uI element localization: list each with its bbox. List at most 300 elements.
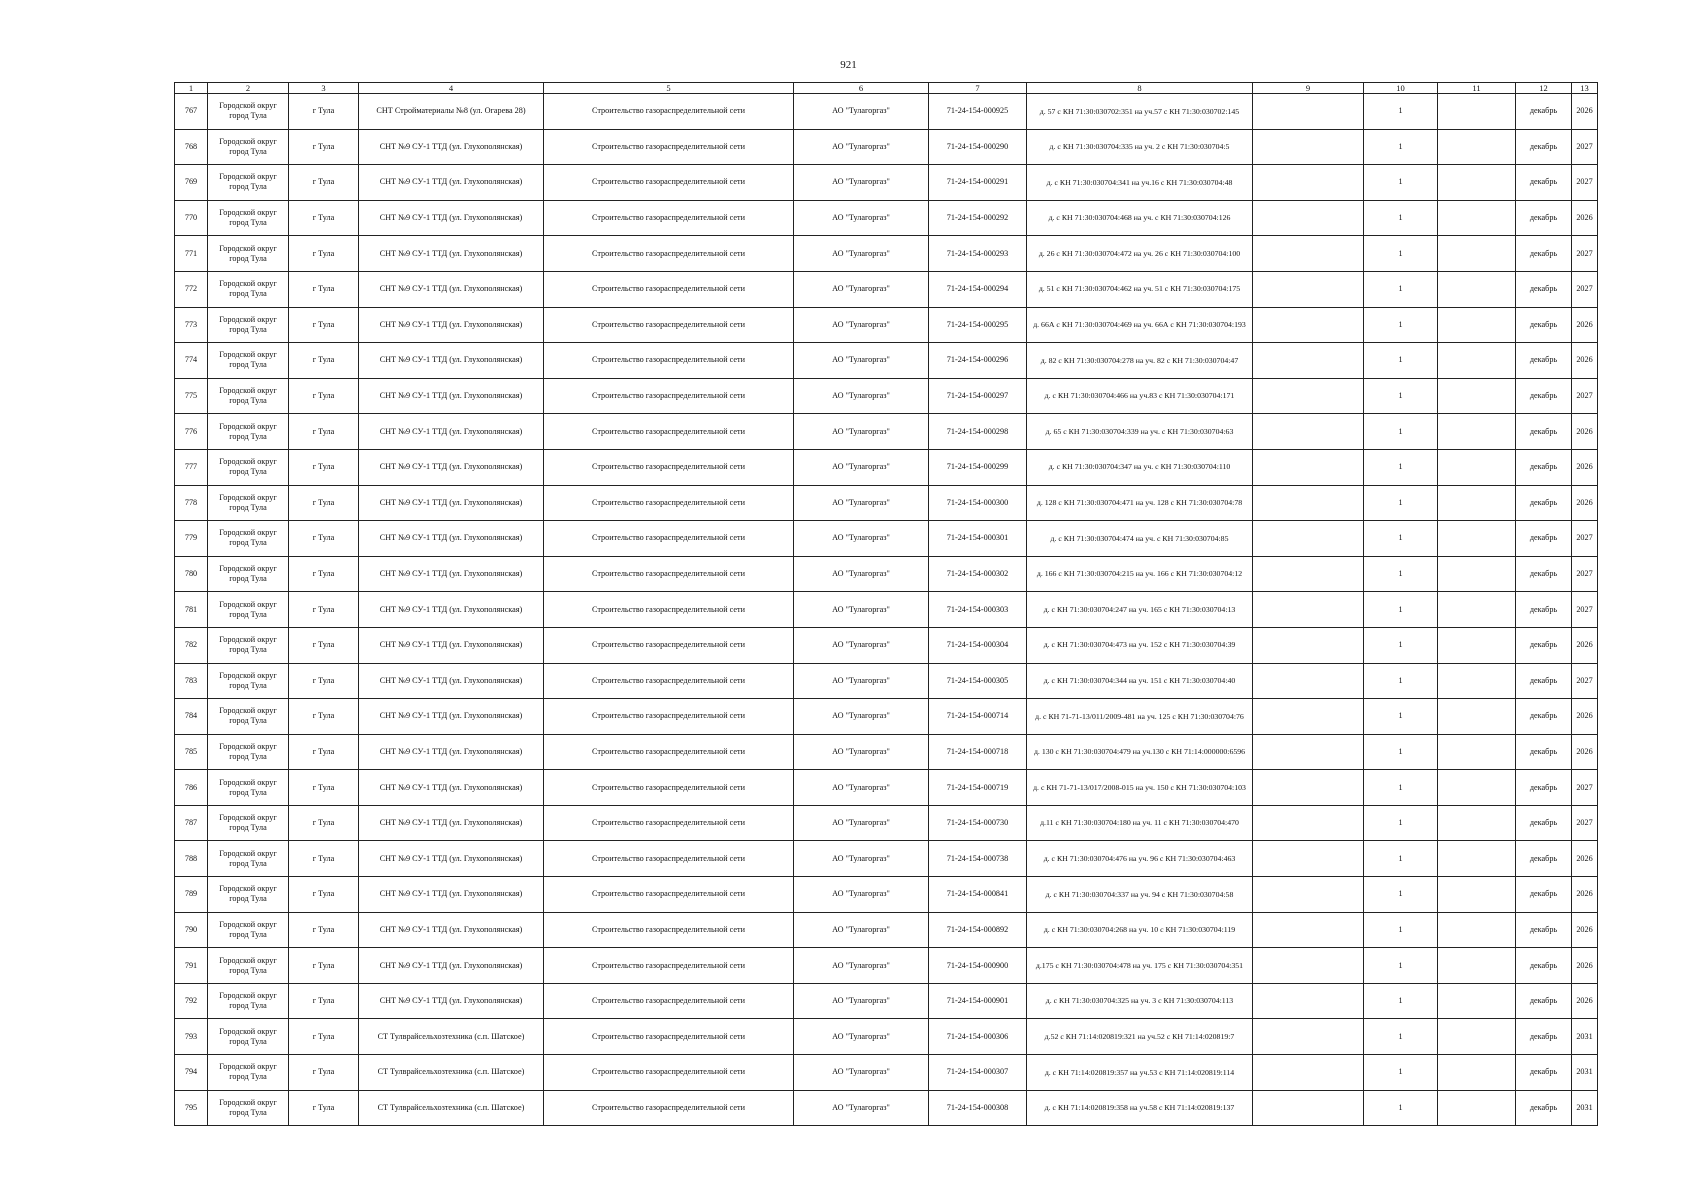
column-9-cell — [1253, 770, 1364, 806]
table-row — [175, 200, 1598, 236]
organization-cell: АО "Тулагоргаз" — [794, 1055, 929, 1091]
city-cell: г Тула — [289, 271, 359, 307]
city-cell: г Тула — [289, 734, 359, 770]
column-number-row — [175, 83, 1598, 94]
column-11-cell — [1438, 877, 1516, 913]
column-11-cell — [1438, 485, 1516, 521]
organization-cell: АО "Тулагоргаз" — [794, 200, 929, 236]
column-9-cell — [1253, 699, 1364, 735]
location-cell: СНТ №9 СУ-1 ТТД (ул. Глухополянская) — [359, 271, 544, 307]
gas-network-table — [174, 82, 1598, 1126]
month-cell: декабрь — [1516, 521, 1572, 557]
year-cell: 2026 — [1572, 414, 1598, 450]
quantity-cell: 1 — [1364, 699, 1438, 735]
organization-cell: АО "Тулагоргаз" — [794, 592, 929, 628]
work-type-cell: Строительство газораспределительной сети — [544, 983, 794, 1019]
district-cell: Городской округ город Тула — [208, 378, 289, 414]
work-type-cell: Строительство газораспределительной сети — [544, 414, 794, 450]
table-row — [175, 912, 1598, 948]
column-header-6: 6 — [794, 83, 929, 94]
column-header-13: 13 — [1572, 83, 1598, 94]
month-cell: декабрь — [1516, 592, 1572, 628]
month-cell: декабрь — [1516, 663, 1572, 699]
district-cell: Городской округ город Тула — [208, 770, 289, 806]
column-header-1: 1 — [175, 83, 208, 94]
column-header-4: 4 — [359, 83, 544, 94]
location-cell: СНТ №9 СУ-1 ТТД (ул. Глухополянская) — [359, 627, 544, 663]
code-cell: 71-24-154-000290 — [929, 129, 1027, 165]
work-type-cell: Строительство газораспределительной сети — [544, 200, 794, 236]
column-11-cell — [1438, 1055, 1516, 1091]
address-cell: д. с КН 71:30:030704:347 на уч. с КН 71:30:030704:110 — [1027, 449, 1253, 485]
address-cell: д. 166 с КН 71:30:030704:215 на уч. 166 с КН 71:30:030704:12 — [1027, 556, 1253, 592]
month-cell: декабрь — [1516, 449, 1572, 485]
column-9-cell — [1253, 841, 1364, 877]
column-11-cell — [1438, 378, 1516, 414]
month-cell: декабрь — [1516, 912, 1572, 948]
month-cell: декабрь — [1516, 165, 1572, 201]
organization-cell: АО "Тулагоргаз" — [794, 129, 929, 165]
location-cell: СНТ №9 СУ-1 ТТД (ул. Глухополянская) — [359, 165, 544, 201]
address-cell: д. 130 с КН 71:30:030704:479 на уч.130 с КН 71:14:000000:6596 — [1027, 734, 1253, 770]
work-type-cell: Строительство газораспределительной сети — [544, 805, 794, 841]
row-number: 781 — [175, 592, 208, 628]
column-9-cell — [1253, 414, 1364, 450]
address-cell: д. 66А с КН 71:30:030704:469 на уч. 66А с КН 71:30:030704:193 — [1027, 307, 1253, 343]
month-cell: декабрь — [1516, 948, 1572, 984]
location-cell: СНТ №9 СУ-1 ТТД (ул. Глухополянская) — [359, 983, 544, 1019]
column-9-cell — [1253, 912, 1364, 948]
year-cell: 2027 — [1572, 129, 1598, 165]
quantity-cell: 1 — [1364, 236, 1438, 272]
location-cell: СНТ №9 СУ-1 ТТД (ул. Глухополянская) — [359, 556, 544, 592]
row-number: 780 — [175, 556, 208, 592]
column-header-11: 11 — [1438, 83, 1516, 94]
month-cell: декабрь — [1516, 841, 1572, 877]
city-cell: г Тула — [289, 770, 359, 806]
work-type-cell: Строительство газораспределительной сети — [544, 734, 794, 770]
district-cell: Городской округ город Тула — [208, 343, 289, 379]
column-9-cell — [1253, 805, 1364, 841]
code-cell: 71-24-154-000307 — [929, 1055, 1027, 1091]
quantity-cell: 1 — [1364, 1090, 1438, 1126]
month-cell: декабрь — [1516, 200, 1572, 236]
code-cell: 71-24-154-000304 — [929, 627, 1027, 663]
address-cell: д. с КН 71-71-13/011/2009-481 на уч. 125 с КН 71:30:030704:76 — [1027, 699, 1253, 735]
location-cell: СНТ №9 СУ-1 ТТД (ул. Глухополянская) — [359, 805, 544, 841]
city-cell: г Тула — [289, 556, 359, 592]
work-type-cell: Строительство газораспределительной сети — [544, 129, 794, 165]
table-row — [175, 165, 1598, 201]
code-cell: 71-24-154-000925 — [929, 94, 1027, 130]
organization-cell: АО "Тулагоргаз" — [794, 699, 929, 735]
address-cell: д. с КН 71:14:020819:358 на уч.58 с КН 71:14:020819:137 — [1027, 1090, 1253, 1126]
location-cell: СТ Тулврайсельхозтехника (с.п. Шатское) — [359, 1019, 544, 1055]
organization-cell: АО "Тулагоргаз" — [794, 307, 929, 343]
quantity-cell: 1 — [1364, 521, 1438, 557]
quantity-cell: 1 — [1364, 1019, 1438, 1055]
district-cell: Городской округ город Тула — [208, 307, 289, 343]
table-row — [175, 805, 1598, 841]
column-9-cell — [1253, 592, 1364, 628]
column-11-cell — [1438, 165, 1516, 201]
column-9-cell — [1253, 129, 1364, 165]
column-9-cell — [1253, 307, 1364, 343]
quantity-cell: 1 — [1364, 165, 1438, 201]
city-cell: г Тула — [289, 236, 359, 272]
year-cell: 2026 — [1572, 877, 1598, 913]
district-cell: Городской округ город Тула — [208, 521, 289, 557]
row-number: 788 — [175, 841, 208, 877]
organization-cell: АО "Тулагоргаз" — [794, 378, 929, 414]
row-number: 767 — [175, 94, 208, 130]
month-cell: декабрь — [1516, 1090, 1572, 1126]
organization-cell: АО "Тулагоргаз" — [794, 734, 929, 770]
page-number: 921 — [840, 59, 857, 71]
table-row — [175, 948, 1598, 984]
code-cell: 71-24-154-000293 — [929, 236, 1027, 272]
quantity-cell: 1 — [1364, 449, 1438, 485]
month-cell: декабрь — [1516, 414, 1572, 450]
organization-cell: АО "Тулагоргаз" — [794, 236, 929, 272]
organization-cell: АО "Тулагоргаз" — [794, 770, 929, 806]
location-cell: СТ Тулврайсельхозтехника (с.п. Шатское) — [359, 1090, 544, 1126]
column-11-cell — [1438, 699, 1516, 735]
district-cell: Городской округ город Тула — [208, 627, 289, 663]
location-cell: СНТ №9 СУ-1 ТТД (ул. Глухополянская) — [359, 948, 544, 984]
column-header-8: 8 — [1027, 83, 1253, 94]
work-type-cell: Строительство газораспределительной сети — [544, 1090, 794, 1126]
column-11-cell — [1438, 948, 1516, 984]
code-cell: 71-24-154-000841 — [929, 877, 1027, 913]
row-number: 794 — [175, 1055, 208, 1091]
month-cell: декабрь — [1516, 734, 1572, 770]
month-cell: декабрь — [1516, 699, 1572, 735]
city-cell: г Тула — [289, 307, 359, 343]
month-cell: декабрь — [1516, 343, 1572, 379]
address-cell: д.11 с КН 71:30:030704:180 на уч. 11 с КН 71:30:030704:470 — [1027, 805, 1253, 841]
location-cell: СНТ №9 СУ-1 ТТД (ул. Глухополянская) — [359, 307, 544, 343]
quantity-cell: 1 — [1364, 770, 1438, 806]
work-type-cell: Строительство газораспределительной сети — [544, 663, 794, 699]
column-9-cell — [1253, 378, 1364, 414]
organization-cell: АО "Тулагоргаз" — [794, 94, 929, 130]
district-cell: Городской округ город Тула — [208, 1090, 289, 1126]
location-cell: СНТ №9 СУ-1 ТТД (ул. Глухополянская) — [359, 521, 544, 557]
code-cell: 71-24-154-000296 — [929, 343, 1027, 379]
column-11-cell — [1438, 841, 1516, 877]
year-cell: 2026 — [1572, 841, 1598, 877]
column-9-cell — [1253, 449, 1364, 485]
quantity-cell: 1 — [1364, 307, 1438, 343]
column-11-cell — [1438, 556, 1516, 592]
table-row — [175, 343, 1598, 379]
location-cell: СНТ №9 СУ-1 ТТД (ул. Глухополянская) — [359, 841, 544, 877]
table-row — [175, 1055, 1598, 1091]
location-cell: СНТ Стройматериалы №8 (ул. Огарева 28) — [359, 94, 544, 130]
code-cell: 71-24-154-000730 — [929, 805, 1027, 841]
code-cell: 71-24-154-000298 — [929, 414, 1027, 450]
district-cell: Городской округ город Тула — [208, 877, 289, 913]
row-number: 772 — [175, 271, 208, 307]
city-cell: г Тула — [289, 627, 359, 663]
table-row — [175, 271, 1598, 307]
year-cell: 2026 — [1572, 307, 1598, 343]
address-cell: д. с КН 71:30:030704:476 на уч. 96 с КН 71:30:030704:463 — [1027, 841, 1253, 877]
quantity-cell: 1 — [1364, 94, 1438, 130]
month-cell: декабрь — [1516, 271, 1572, 307]
column-11-cell — [1438, 1090, 1516, 1126]
quantity-cell: 1 — [1364, 343, 1438, 379]
year-cell: 2031 — [1572, 1090, 1598, 1126]
table-row — [175, 521, 1598, 557]
year-cell: 2027 — [1572, 556, 1598, 592]
year-cell: 2026 — [1572, 94, 1598, 130]
city-cell: г Тула — [289, 877, 359, 913]
row-number: 774 — [175, 343, 208, 379]
address-cell: д. 65 с КН 71:30:030704:339 на уч. с КН 71:30:030704:63 — [1027, 414, 1253, 450]
location-cell: СНТ №9 СУ-1 ТТД (ул. Глухополянская) — [359, 236, 544, 272]
quantity-cell: 1 — [1364, 200, 1438, 236]
quantity-cell: 1 — [1364, 592, 1438, 628]
location-cell: СНТ №9 СУ-1 ТТД (ул. Глухополянская) — [359, 449, 544, 485]
column-9-cell — [1253, 556, 1364, 592]
district-cell: Городской округ город Тула — [208, 556, 289, 592]
year-cell: 2026 — [1572, 699, 1598, 735]
row-number: 783 — [175, 663, 208, 699]
city-cell: г Тула — [289, 983, 359, 1019]
location-cell: СНТ №9 СУ-1 ТТД (ул. Глухополянская) — [359, 699, 544, 735]
month-cell: декабрь — [1516, 770, 1572, 806]
address-cell: д. с КН 71:30:030704:337 на уч. 94 с КН 71:30:030704:58 — [1027, 877, 1253, 913]
month-cell: декабрь — [1516, 627, 1572, 663]
month-cell: декабрь — [1516, 556, 1572, 592]
column-11-cell — [1438, 307, 1516, 343]
year-cell: 2031 — [1572, 1019, 1598, 1055]
code-cell: 71-24-154-000301 — [929, 521, 1027, 557]
city-cell: г Тула — [289, 1090, 359, 1126]
work-type-cell: Строительство газораспределительной сети — [544, 236, 794, 272]
address-cell: д. с КН 71:30:030704:474 на уч. с КН 71:30:030704:85 — [1027, 521, 1253, 557]
city-cell: г Тула — [289, 200, 359, 236]
column-11-cell — [1438, 414, 1516, 450]
month-cell: декабрь — [1516, 877, 1572, 913]
table-row — [175, 236, 1598, 272]
table-row — [175, 592, 1598, 628]
quantity-cell: 1 — [1364, 912, 1438, 948]
row-number: 786 — [175, 770, 208, 806]
organization-cell: АО "Тулагоргаз" — [794, 841, 929, 877]
location-cell: СНТ №9 СУ-1 ТТД (ул. Глухополянская) — [359, 343, 544, 379]
organization-cell: АО "Тулагоргаз" — [794, 165, 929, 201]
district-cell: Городской округ город Тула — [208, 1019, 289, 1055]
row-number: 771 — [175, 236, 208, 272]
year-cell: 2026 — [1572, 200, 1598, 236]
address-cell: д. с КН 71:30:030704:466 на уч.83 с КН 71:30:030704:171 — [1027, 378, 1253, 414]
quantity-cell: 1 — [1364, 841, 1438, 877]
code-cell: 71-24-154-000299 — [929, 449, 1027, 485]
city-cell: г Тула — [289, 948, 359, 984]
district-cell: Городской округ город Тула — [208, 734, 289, 770]
work-type-cell: Строительство газораспределительной сети — [544, 592, 794, 628]
column-header-10: 10 — [1364, 83, 1438, 94]
city-cell: г Тула — [289, 129, 359, 165]
city-cell: г Тула — [289, 1055, 359, 1091]
district-cell: Городской округ город Тула — [208, 1055, 289, 1091]
address-cell: д. с КН 71:30:030704:341 на уч.16 с КН 71:30:030704:48 — [1027, 165, 1253, 201]
column-9-cell — [1253, 485, 1364, 521]
district-cell: Городской округ город Тула — [208, 200, 289, 236]
quantity-cell: 1 — [1364, 485, 1438, 521]
column-11-cell — [1438, 663, 1516, 699]
district-cell: Городской округ город Тула — [208, 165, 289, 201]
table-body — [175, 94, 1598, 1126]
table-row — [175, 770, 1598, 806]
year-cell: 2026 — [1572, 449, 1598, 485]
column-9-cell — [1253, 94, 1364, 130]
table-row — [175, 94, 1598, 130]
code-cell: 71-24-154-000294 — [929, 271, 1027, 307]
address-cell: д. с КН 71:30:030704:468 на уч. с КН 71:30:030704:126 — [1027, 200, 1253, 236]
row-number: 776 — [175, 414, 208, 450]
address-cell: д. с КН 71:30:030704:344 на уч. 151 с КН 71:30:030704:40 — [1027, 663, 1253, 699]
work-type-cell: Строительство газораспределительной сети — [544, 948, 794, 984]
column-11-cell — [1438, 449, 1516, 485]
organization-cell: АО "Тулагоргаз" — [794, 521, 929, 557]
table-row — [175, 449, 1598, 485]
address-cell: д. с КН 71:30:030704:247 на уч. 165 с КН 71:30:030704:13 — [1027, 592, 1253, 628]
code-cell: 71-24-154-000295 — [929, 307, 1027, 343]
district-cell: Городской округ город Тула — [208, 271, 289, 307]
column-9-cell — [1253, 236, 1364, 272]
organization-cell: АО "Тулагоргаз" — [794, 449, 929, 485]
column-9-cell — [1253, 1019, 1364, 1055]
column-9-cell — [1253, 165, 1364, 201]
district-cell: Городской округ город Тула — [208, 485, 289, 521]
code-cell: 71-24-154-000308 — [929, 1090, 1027, 1126]
code-cell: 71-24-154-000738 — [929, 841, 1027, 877]
address-cell: д. 51 с КН 71:30:030704:462 на уч. 51 с КН 71:30:030704:175 — [1027, 271, 1253, 307]
work-type-cell: Строительство газораспределительной сети — [544, 449, 794, 485]
table-row — [175, 663, 1598, 699]
city-cell: г Тула — [289, 699, 359, 735]
code-cell: 71-24-154-000714 — [929, 699, 1027, 735]
row-number: 769 — [175, 165, 208, 201]
code-cell: 71-24-154-000718 — [929, 734, 1027, 770]
table-row — [175, 627, 1598, 663]
column-9-cell — [1253, 271, 1364, 307]
column-11-cell — [1438, 983, 1516, 1019]
work-type-cell: Строительство газораспределительной сети — [544, 378, 794, 414]
column-11-cell — [1438, 734, 1516, 770]
year-cell: 2031 — [1572, 1055, 1598, 1091]
district-cell: Городской округ город Тула — [208, 449, 289, 485]
district-cell: Городской округ город Тула — [208, 129, 289, 165]
year-cell: 2026 — [1572, 734, 1598, 770]
city-cell: г Тула — [289, 165, 359, 201]
year-cell: 2026 — [1572, 912, 1598, 948]
organization-cell: АО "Тулагоргаз" — [794, 805, 929, 841]
organization-cell: АО "Тулагоргаз" — [794, 343, 929, 379]
location-cell: СНТ №9 СУ-1 ТТД (ул. Глухополянская) — [359, 877, 544, 913]
location-cell: СНТ №9 СУ-1 ТТД (ул. Глухополянская) — [359, 770, 544, 806]
code-cell: 71-24-154-000300 — [929, 485, 1027, 521]
quantity-cell: 1 — [1364, 983, 1438, 1019]
organization-cell: АО "Тулагоргаз" — [794, 1019, 929, 1055]
location-cell: СНТ №9 СУ-1 ТТД (ул. Глухополянская) — [359, 485, 544, 521]
city-cell: г Тула — [289, 343, 359, 379]
organization-cell: АО "Тулагоргаз" — [794, 485, 929, 521]
column-9-cell — [1253, 521, 1364, 557]
month-cell: декабрь — [1516, 485, 1572, 521]
year-cell: 2026 — [1572, 627, 1598, 663]
table-row — [175, 485, 1598, 521]
quantity-cell: 1 — [1364, 414, 1438, 450]
column-9-cell — [1253, 983, 1364, 1019]
work-type-cell: Строительство газораспределительной сети — [544, 1055, 794, 1091]
work-type-cell: Строительство газораспределительной сети — [544, 841, 794, 877]
district-cell: Городской округ город Тула — [208, 414, 289, 450]
location-cell: СНТ №9 СУ-1 ТТД (ул. Глухополянская) — [359, 663, 544, 699]
table-row — [175, 877, 1598, 913]
city-cell: г Тула — [289, 378, 359, 414]
organization-cell: АО "Тулагоргаз" — [794, 912, 929, 948]
address-cell: д. с КН 71:30:030704:268 на уч. 10 с КН 71:30:030704:119 — [1027, 912, 1253, 948]
table-row — [175, 556, 1598, 592]
city-cell: г Тула — [289, 94, 359, 130]
row-number: 785 — [175, 734, 208, 770]
code-cell: 71-24-154-000901 — [929, 983, 1027, 1019]
work-type-cell: Строительство газораспределительной сети — [544, 271, 794, 307]
location-cell: СНТ №9 СУ-1 ТТД (ул. Глухополянская) — [359, 912, 544, 948]
row-number: 779 — [175, 521, 208, 557]
quantity-cell: 1 — [1364, 556, 1438, 592]
city-cell: г Тула — [289, 485, 359, 521]
work-type-cell: Строительство газораспределительной сети — [544, 1019, 794, 1055]
organization-cell: АО "Тулагоргаз" — [794, 627, 929, 663]
organization-cell: АО "Тулагоргаз" — [794, 556, 929, 592]
organization-cell: АО "Тулагоргаз" — [794, 1090, 929, 1126]
code-cell: 71-24-154-000303 — [929, 592, 1027, 628]
month-cell: декабрь — [1516, 805, 1572, 841]
organization-cell: АО "Тулагоргаз" — [794, 877, 929, 913]
year-cell: 2027 — [1572, 805, 1598, 841]
city-cell: г Тула — [289, 414, 359, 450]
address-cell: д. 82 с КН 71:30:030704:278 на уч. 82 с КН 71:30:030704:47 — [1027, 343, 1253, 379]
year-cell: 2027 — [1572, 271, 1598, 307]
column-9-cell — [1253, 734, 1364, 770]
organization-cell: АО "Тулагоргаз" — [794, 948, 929, 984]
address-cell: д. 26 с КН 71:30:030704:472 на уч. 26 с КН 71:30:030704:100 — [1027, 236, 1253, 272]
year-cell: 2027 — [1572, 521, 1598, 557]
work-type-cell: Строительство газораспределительной сети — [544, 770, 794, 806]
quantity-cell: 1 — [1364, 1055, 1438, 1091]
column-11-cell — [1438, 129, 1516, 165]
address-cell: д. с КН 71:30:030704:473 на уч. 152 с КН 71:30:030704:39 — [1027, 627, 1253, 663]
month-cell: декабрь — [1516, 983, 1572, 1019]
year-cell: 2026 — [1572, 485, 1598, 521]
work-type-cell: Строительство газораспределительной сети — [544, 521, 794, 557]
location-cell: СНТ №9 СУ-1 ТТД (ул. Глухополянская) — [359, 734, 544, 770]
column-9-cell — [1253, 1055, 1364, 1091]
work-type-cell: Строительство газораспределительной сети — [544, 94, 794, 130]
district-cell: Городской округ город Тула — [208, 592, 289, 628]
column-9-cell — [1253, 663, 1364, 699]
table-row — [175, 734, 1598, 770]
quantity-cell: 1 — [1364, 734, 1438, 770]
column-9-cell — [1253, 948, 1364, 984]
city-cell: г Тула — [289, 449, 359, 485]
